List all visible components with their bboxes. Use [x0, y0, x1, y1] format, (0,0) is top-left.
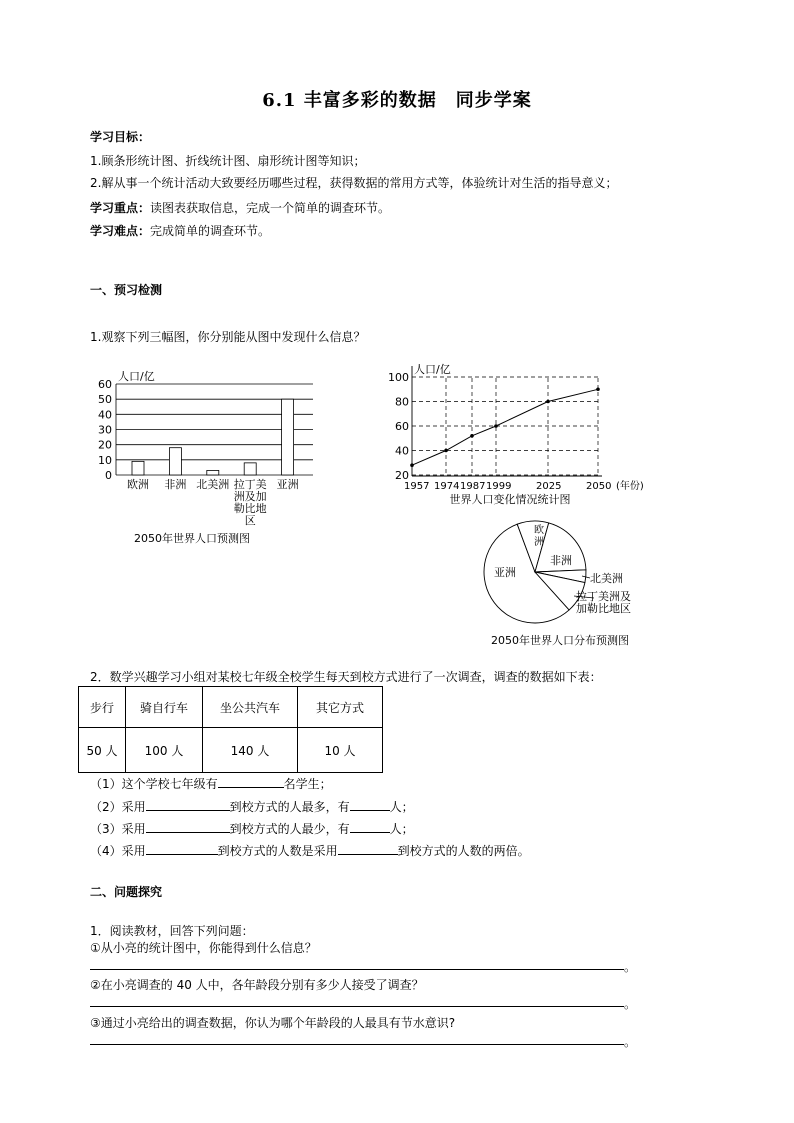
- difficulty-label: 学习难点：: [90, 224, 151, 238]
- sub-question-text: （1）这个学校七年级有: [90, 777, 218, 791]
- key-point-label: 学习重点：: [90, 201, 151, 215]
- period-mark: 。: [624, 960, 637, 974]
- sub-question-text: （3）采用: [90, 822, 146, 836]
- answer-blank[interactable]: [350, 798, 390, 811]
- pie-chart: [470, 516, 670, 651]
- y-tick-label: 40: [98, 408, 112, 422]
- question-item-3: ③通过小亮给出的调查数据，你认为哪个年龄段的人最具有节水意识?: [90, 1016, 456, 1030]
- data-point: [470, 434, 474, 438]
- section-1-heading: 一、预习检测: [90, 283, 163, 297]
- table-header-cell: 坐公共汽车: [203, 687, 298, 728]
- y-tick-label: 20: [98, 438, 112, 452]
- data-point: [494, 424, 498, 428]
- answer-blank[interactable]: [146, 798, 230, 811]
- chart-title: 世界人口变化情况统计图: [449, 493, 571, 506]
- slice-label: 北美洲: [590, 572, 623, 585]
- answer-line[interactable]: [90, 969, 624, 970]
- question-2-text: 2．数学兴趣学习小组对某校七年级全校学生每天到校方式进行了一次调查，调查的数据如下表：: [90, 670, 602, 684]
- section-2-heading: 二、问题探究: [90, 885, 163, 899]
- series-line: [412, 389, 598, 465]
- answer-line[interactable]: [90, 1006, 624, 1007]
- data-point: [596, 387, 600, 391]
- bar: [282, 399, 294, 475]
- category-label: 亚洲: [276, 478, 299, 491]
- bar: [132, 461, 144, 475]
- y-tick-label: 40: [395, 444, 409, 458]
- line-chart: [388, 362, 668, 512]
- x-tick-label: 1987: [460, 481, 486, 492]
- category-label: 洲及加: [233, 490, 267, 503]
- table-header-cell: 骑自行车: [126, 687, 203, 728]
- period-mark: 。: [624, 997, 637, 1011]
- objective-2: 2.解从事一个统计活动大致要经历哪些过程，获得数据的常用方式等，体验统计对生活的指导意义；: [90, 176, 618, 190]
- table-row: [79, 728, 383, 773]
- x-tick-label: 1974: [434, 481, 460, 492]
- bar: [244, 463, 256, 475]
- sub-question-text: 到校方式的人数是采用: [217, 844, 338, 858]
- category-label: 欧洲: [127, 478, 149, 491]
- slice-label: 亚洲: [494, 566, 516, 579]
- y-tick-label: 10: [98, 453, 112, 467]
- sub-question-text: （4）采用: [90, 844, 146, 858]
- key-point-text: 读图表获取信息，完成一个简单的调查环节。: [150, 201, 391, 215]
- bar: [169, 448, 181, 475]
- sub-question-text: （2）采用: [90, 800, 146, 814]
- slice-label: 加勒比地区: [576, 602, 631, 615]
- objective-1: 1.顾条形统计图、折线统计图、扇形统计图等知识；: [90, 154, 366, 168]
- sub-question-1: [90, 775, 332, 792]
- x-tick-label: 1999: [486, 481, 512, 492]
- y-tick-label: 80: [395, 395, 409, 409]
- bar: [207, 470, 219, 475]
- answer-blank[interactable]: [350, 820, 390, 833]
- slice-label: 拉丁美洲及: [576, 590, 631, 603]
- page-title: 6.1 丰富多彩的数据 同步学案: [262, 90, 532, 111]
- difficulty: [90, 222, 270, 239]
- sub-question-2: [90, 798, 414, 815]
- question-item-2: ②在小亮调查的 40 人中，各年龄段分别有多少人接受了调查？: [90, 978, 424, 992]
- y-tick-label: 60: [395, 420, 409, 433]
- bar-chart: [88, 362, 328, 552]
- chart-title: 2050年世界人口预测图: [134, 532, 250, 545]
- data-point: [444, 449, 448, 453]
- table-cell: 50 人: [79, 728, 126, 773]
- survey-table: [78, 686, 383, 773]
- data-point: [546, 400, 550, 404]
- y-tick-label: 30: [98, 423, 112, 437]
- table-cell: 100 人: [126, 728, 203, 773]
- sub-question-text: 到校方式的人最多，有: [229, 800, 350, 814]
- x-tick-label: 2050: [586, 481, 612, 492]
- y-axis-label: 人口/亿: [118, 370, 155, 383]
- difficulty-text: 完成简单的调查环节。: [150, 224, 271, 238]
- table-row: [79, 687, 383, 728]
- sub-question-text: 名学生；: [283, 777, 332, 791]
- y-axis-label: 人口/亿: [414, 363, 451, 376]
- table-cell: 10 人: [298, 728, 383, 773]
- table-cell: 140 人: [203, 728, 298, 773]
- sub-question-text: 人；: [389, 800, 414, 814]
- category-label: 拉丁美: [233, 478, 267, 491]
- section-1-question-1: 1.观察下列三幅图，你分别能从图中发现什么信息？: [90, 330, 366, 344]
- slice-label: 非洲: [550, 554, 572, 567]
- category-label: 勒比地: [233, 502, 267, 515]
- objectives-heading: 学习目标：: [90, 130, 151, 144]
- chart-title: 2050年世界人口分布预测图: [491, 634, 629, 647]
- x-axis-label: (年份): [616, 481, 644, 492]
- slice-label: 洲: [534, 537, 544, 548]
- slice-label: 欧: [534, 525, 544, 536]
- category-label: 北美洲: [196, 478, 230, 491]
- sub-question-text: 人；: [389, 822, 414, 836]
- y-tick-label: 100: [388, 371, 409, 384]
- answer-blank[interactable]: [146, 820, 230, 833]
- table-header-cell: 步行: [79, 687, 126, 728]
- x-tick-label: 2025: [536, 481, 562, 492]
- period-mark: 。: [624, 1035, 637, 1049]
- sub-question-3: [90, 820, 414, 837]
- data-point: [410, 463, 414, 467]
- section-2-question-1: 1．阅读教材，回答下列问题：: [90, 924, 254, 938]
- sub-question-4: [90, 842, 530, 859]
- y-tick-label: 0: [105, 469, 112, 482]
- sub-question-text: 到校方式的人最少，有: [229, 822, 350, 836]
- answer-line[interactable]: [90, 1044, 624, 1045]
- y-tick-label: 20: [395, 469, 409, 482]
- table-header-cell: 其它方式: [298, 687, 383, 728]
- category-label: 区: [244, 514, 256, 527]
- x-tick-label: 1957: [404, 481, 430, 492]
- y-tick-label: 60: [98, 378, 112, 391]
- category-label: 非洲: [164, 478, 187, 491]
- y-tick-label: 50: [98, 393, 112, 407]
- answer-blank[interactable]: [338, 842, 398, 855]
- sub-question-text: 到校方式的人数的两倍。: [397, 844, 530, 858]
- key-point: [90, 199, 390, 216]
- answer-blank[interactable]: [146, 842, 218, 855]
- question-item-1: ①从小亮的统计图中，你能得到什么信息？: [90, 941, 317, 955]
- answer-blank[interactable]: [218, 775, 284, 788]
